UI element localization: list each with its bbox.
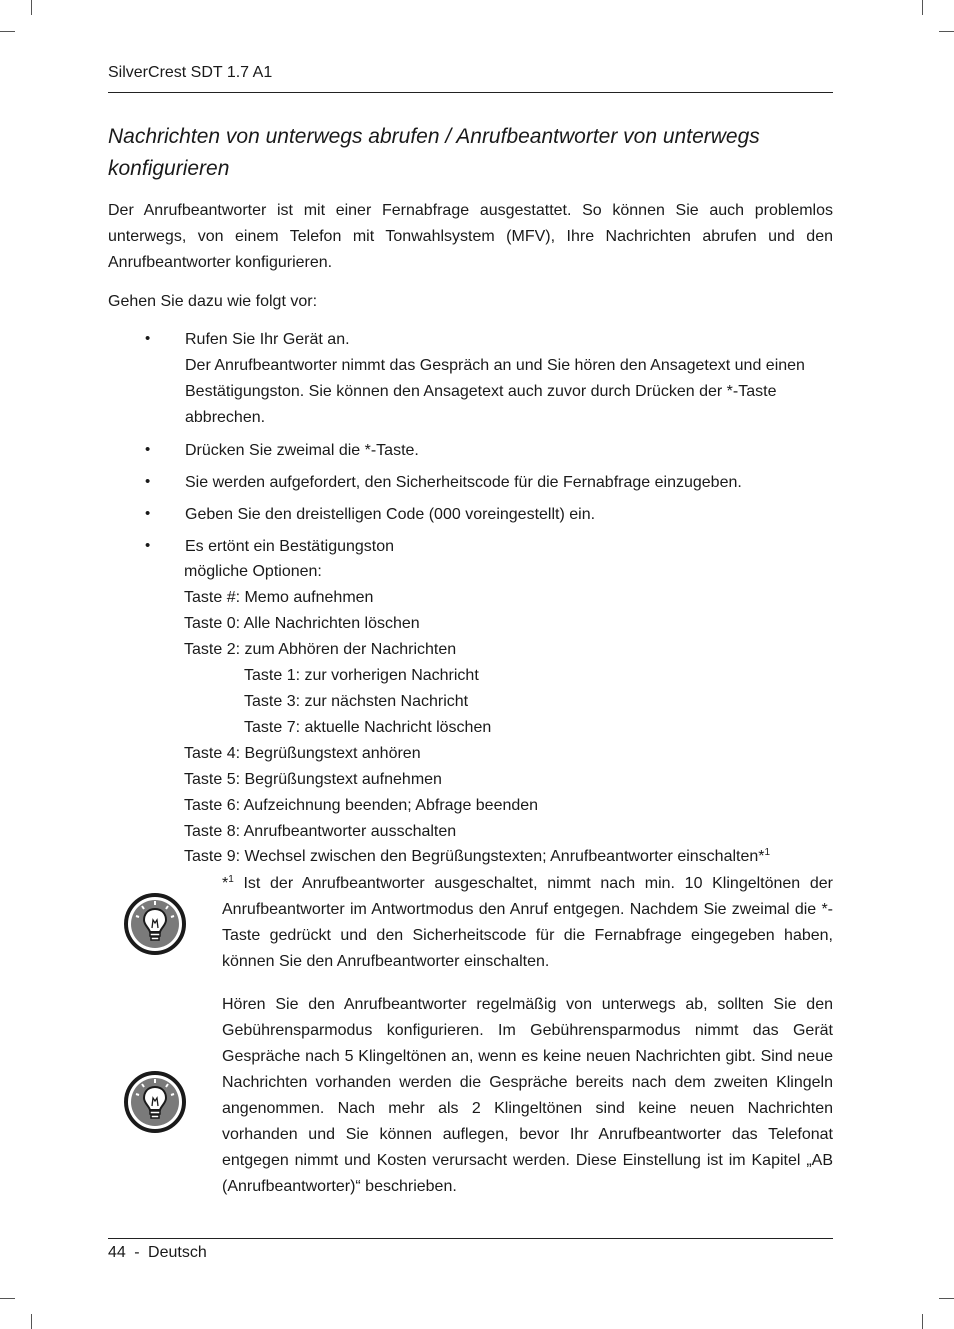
crop-mark — [31, 1314, 32, 1329]
option-line: Taste 0: Alle Nachrichten löschen — [184, 615, 420, 632]
lightbulb-tip-icon — [123, 1070, 187, 1134]
crop-mark — [939, 31, 954, 32]
tip-note-2: Hören Sie den Anrufbeantworter regelmäßig von unterwegs ab, sollten Sie den Gebührensparmodus konfigurieren. Im Gebührensparmodus nimmt das Gerät Gespräche nach 5 Klingeltönen an, wenn es keine neuen Nachrichten gibt. Sind neue Nachrichten vorhanden werden die Gespräche bereits nach dem zweiten Klingeln angenommen. Nach mehr als 2 Klingeltönen sind keine neuen Nachrichten vorhanden und Sie können auflegen, bevor Ihr Anrufbeantworter das Telefonat entgegen nimmt und Kosten verursacht werden. Diese Einstellung ist im Kapitel „AB (Anrufbeantworter)“ beschrieben. — [222, 996, 833, 1195]
footer-language: Deutsch — [148, 1244, 207, 1261]
option-subline: Taste 1: zur vorherigen Nachricht — [244, 667, 479, 684]
header-rule — [108, 92, 833, 93]
crop-mark — [0, 31, 15, 32]
option-subline: Taste 3: zur nächsten Nachricht — [244, 693, 469, 710]
page-number: 44 — [108, 1244, 126, 1261]
footer-separator: - — [134, 1244, 140, 1261]
bullet-mark: • — [145, 505, 151, 522]
step-1-text: Rufen Sie Ihr Gerät an. — [185, 331, 350, 348]
note-asterisk: * — [222, 875, 229, 892]
lightbulb-tip-icon — [123, 892, 187, 956]
option-line-footnoted — [184, 848, 770, 866]
step-3: Sie werden aufgefordert, den Sicherheitscode für die Fernabfrage einzugeben. — [185, 474, 742, 491]
bullet-mark: • — [145, 537, 151, 554]
footnote-mark: 1 — [764, 847, 771, 858]
procedure-lead: Gehen Sie dazu wie folgt vor: — [108, 293, 318, 310]
crop-mark — [922, 1314, 923, 1329]
tip-note-1 — [222, 871, 833, 975]
section-title: Nachrichten von unterwegs abrufen / Anrufbeantworter von unterwegs konfigurieren — [108, 125, 760, 180]
option-subline: Taste 7: aktuelle Nachricht löschen — [244, 719, 492, 736]
step-5: Es ertönt ein Bestätigungston — [185, 538, 395, 555]
note-footnote-mark: 1 — [228, 874, 234, 885]
option-line: Taste #: Memo aufnehmen — [184, 589, 374, 606]
page-footer — [108, 1244, 207, 1262]
footer-rule — [108, 1238, 833, 1239]
intro-paragraph: Der Anrufbeantworter ist mit einer Fernabfrage ausgestattet. So können Sie auch problemlos unterwegs, von einem Telefon mit Tonwahlsystem (MFV), Ihre Nachrichten abrufen und den Anrufbeantworter konfigurieren. — [108, 202, 833, 271]
option-line-text: Taste 9: Wechsel zwischen den Begrüßungstexten; Anrufbeantworter einschalten* — [184, 848, 765, 865]
option-line: Taste 2: zum Abhören der Nachrichten — [184, 641, 457, 658]
option-line: Taste 4: Begrüßungstext anhören — [184, 745, 421, 762]
options-heading: mögliche Optionen: — [184, 563, 322, 580]
step-1 — [185, 327, 833, 431]
step-1-detail: Der Anrufbeantworter nimmt das Gespräch an und Sie hören den Ansagetext und einen Bestätigungston. Sie können den Ansagetext auch zuvor durch Drücken der *-Taste abbrechen. — [185, 357, 805, 426]
crop-mark — [0, 1298, 15, 1299]
bullet-mark: • — [145, 330, 151, 347]
step-2: Drücken Sie zweimal die *-Taste. — [185, 442, 419, 459]
running-header: SilverCrest SDT 1.7 A1 — [108, 64, 273, 81]
crop-mark — [31, 0, 32, 15]
note-1-text: Ist der Anrufbeantworter ausgeschaltet, nimmt nach min. 10 Klingeltönen der Anrufbeantworter im Antwortmodus den Anruf entgegen. Nachdem Sie zweimal die *-Taste gedrückt und den Sicherheitscode für die Fernabfrage eingegeben haben, können Sie den Anrufbeantworter einschalten. — [222, 875, 833, 970]
crop-mark — [939, 1298, 954, 1299]
option-line: Taste 8: Anrufbeantworter ausschalten — [184, 823, 457, 840]
crop-mark — [922, 0, 923, 15]
bullet-mark: • — [145, 441, 151, 458]
step-4: Geben Sie den dreistelligen Code (000 voreingestellt) ein. — [185, 506, 596, 523]
option-line: Taste 6: Aufzeichnung beenden; Abfrage beenden — [184, 797, 539, 814]
bullet-mark: • — [145, 473, 151, 490]
option-line: Taste 5: Begrüßungstext aufnehmen — [184, 771, 442, 788]
